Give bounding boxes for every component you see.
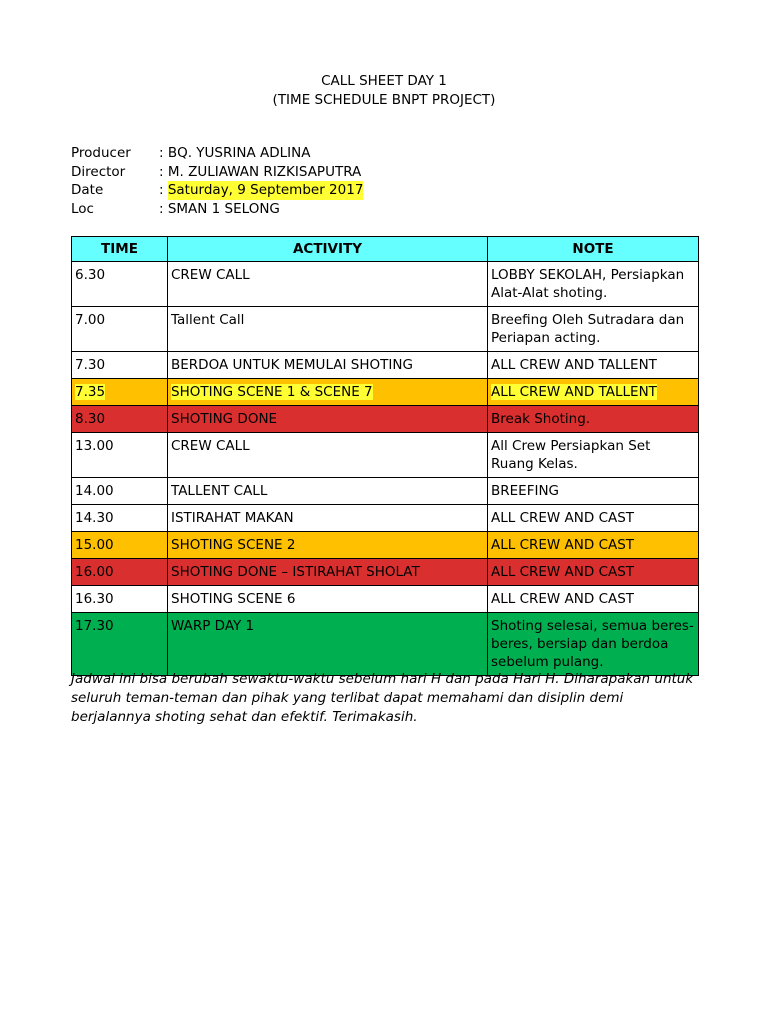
note-cell-text: All Crew Persiapkan Set Ruang Kelas. — [491, 438, 651, 472]
table-row — [72, 406, 699, 433]
time-cell-text: 16.30 — [75, 591, 114, 607]
table-row — [72, 352, 699, 379]
table-header-row — [72, 237, 699, 262]
note-cell — [488, 433, 699, 478]
table-row — [72, 586, 699, 613]
column-header-activity: ACTIVITY — [168, 237, 488, 262]
activity-cell — [168, 379, 488, 406]
activity-cell — [168, 532, 488, 559]
activity-cell-text: SHOTING SCENE 6 — [171, 591, 296, 607]
info-value: : M. ZULIAWAN RIZKISAPUTRA — [159, 163, 362, 180]
note-cell-text: ALL CREW AND CAST — [491, 564, 635, 580]
info-value: : BQ. YUSRINA ADLINA — [159, 145, 311, 161]
info-row-date — [71, 181, 363, 200]
info-row-director — [71, 163, 363, 182]
info-value-prefix: : — [159, 182, 168, 198]
footer-note: Jadwal ini bisa berubah sewaktu-waktu sebelum hari H dan pada Hari H. Diharapakan untuk seluruh teman-teman dan pihak yang terlibat dapat memahami dan disiplin demi berjalannya shoting sehat dan efektif. Terimakasih. — [71, 671, 694, 725]
note-cell — [488, 613, 699, 676]
note-cell-text: BREEFING — [491, 483, 560, 499]
time-cell-text: 6.30 — [75, 267, 106, 283]
time-cell — [72, 586, 168, 613]
activity-cell-text: SHOTING DONE – ISTIRAHAT SHOLAT — [171, 564, 420, 580]
time-cell-text: 14.30 — [75, 510, 114, 526]
info-value: : SMAN 1 SELONG — [159, 200, 280, 217]
table-row — [72, 532, 699, 559]
note-cell — [488, 262, 699, 307]
note-cell — [488, 505, 699, 532]
note-cell — [488, 478, 699, 505]
info-label: Director — [71, 163, 126, 180]
time-cell-text: 16.00 — [75, 564, 114, 580]
column-header-time: TIME — [72, 237, 168, 262]
time-cell-text: 15.00 — [75, 537, 114, 553]
activity-cell-text: SHOTING DONE — [171, 411, 278, 427]
document-title: CALL SHEET DAY 1 — [321, 73, 447, 89]
time-cell — [72, 406, 168, 433]
note-cell-text: ALL CREW AND CAST — [491, 537, 635, 553]
time-cell — [72, 559, 168, 586]
time-cell — [72, 307, 168, 352]
note-cell — [488, 379, 699, 406]
info-label: Date — [71, 182, 104, 198]
activity-cell — [168, 352, 488, 379]
activity-cell-text: TALLENT CALL — [171, 483, 268, 499]
time-cell — [72, 532, 168, 559]
time-cell — [72, 478, 168, 505]
info-block — [71, 144, 363, 218]
time-cell — [72, 433, 168, 478]
table-row — [72, 505, 699, 532]
activity-cell — [168, 586, 488, 613]
note-cell-text: Shoting selesai, semua beres-beres, bersiap dan berdoa sebelum pulang. — [491, 618, 694, 670]
table-row — [72, 559, 699, 586]
time-cell-text: 17.30 — [75, 618, 114, 634]
schedule-table-body — [72, 262, 699, 676]
time-cell-text: 8.30 — [75, 411, 106, 427]
note-cell-text: ALL CREW AND TALLENT — [491, 357, 657, 373]
time-cell — [72, 379, 168, 406]
note-cell — [488, 559, 699, 586]
activity-cell — [168, 406, 488, 433]
activity-cell-text: BERDOA UNTUK MEMULAI SHOTING — [171, 357, 413, 373]
note-cell — [488, 307, 699, 352]
time-cell-text: 7.35 — [75, 384, 106, 400]
time-cell — [72, 262, 168, 307]
time-cell — [72, 613, 168, 676]
note-cell-text: Breefing Oleh Sutradara dan Periapan acting. — [491, 312, 685, 346]
info-row-loc — [71, 200, 363, 219]
note-cell-text: Break Shoting. — [491, 411, 591, 427]
schedule-table — [71, 236, 699, 676]
activity-cell-text: WARP DAY 1 — [171, 618, 255, 634]
note-cell — [488, 532, 699, 559]
activity-cell-text: SHOTING SCENE 1 & SCENE 7 — [171, 384, 373, 400]
activity-cell-text: Tallent Call — [171, 312, 245, 328]
table-row — [72, 307, 699, 352]
info-label: Loc — [71, 200, 94, 217]
activity-cell — [168, 478, 488, 505]
info-label: Producer — [71, 145, 131, 161]
note-cell-text: ALL CREW AND TALLENT — [491, 384, 657, 400]
time-cell-text: 7.00 — [75, 312, 106, 328]
table-row — [72, 433, 699, 478]
note-cell — [488, 352, 699, 379]
column-header-note: NOTE — [488, 237, 699, 262]
note-cell-text: ALL CREW AND CAST — [491, 510, 635, 526]
activity-cell — [168, 559, 488, 586]
note-cell — [488, 406, 699, 433]
activity-cell-text: CREW CALL — [171, 267, 250, 283]
table-row — [72, 379, 699, 406]
note-cell-text: ALL CREW AND CAST — [491, 591, 635, 607]
time-cell — [72, 352, 168, 379]
document-subtitle: (TIME SCHEDULE BNPT PROJECT) — [272, 92, 496, 108]
table-row — [72, 262, 699, 307]
table-row — [72, 478, 699, 505]
activity-cell-text: SHOTING SCENE 2 — [171, 537, 296, 553]
activity-cell-text: CREW CALL — [171, 438, 250, 454]
activity-cell — [168, 262, 488, 307]
activity-cell — [168, 505, 488, 532]
time-cell — [72, 505, 168, 532]
table-row — [72, 613, 699, 676]
time-cell-text: 13.00 — [75, 438, 114, 454]
info-row-producer — [71, 144, 363, 163]
activity-cell — [168, 433, 488, 478]
document-title-block — [0, 72, 768, 110]
activity-cell-text: ISTIRAHAT MAKAN — [171, 510, 294, 526]
activity-cell — [168, 613, 488, 676]
info-value-date: Saturday, 9 September 2017 — [167, 182, 364, 198]
note-cell-text: LOBBY SEKOLAH, Persiapkan Alat-Alat shoting. — [491, 267, 685, 301]
note-cell — [488, 586, 699, 613]
time-cell-text: 14.00 — [75, 483, 114, 499]
activity-cell — [168, 307, 488, 352]
time-cell-text: 7.30 — [75, 357, 106, 373]
